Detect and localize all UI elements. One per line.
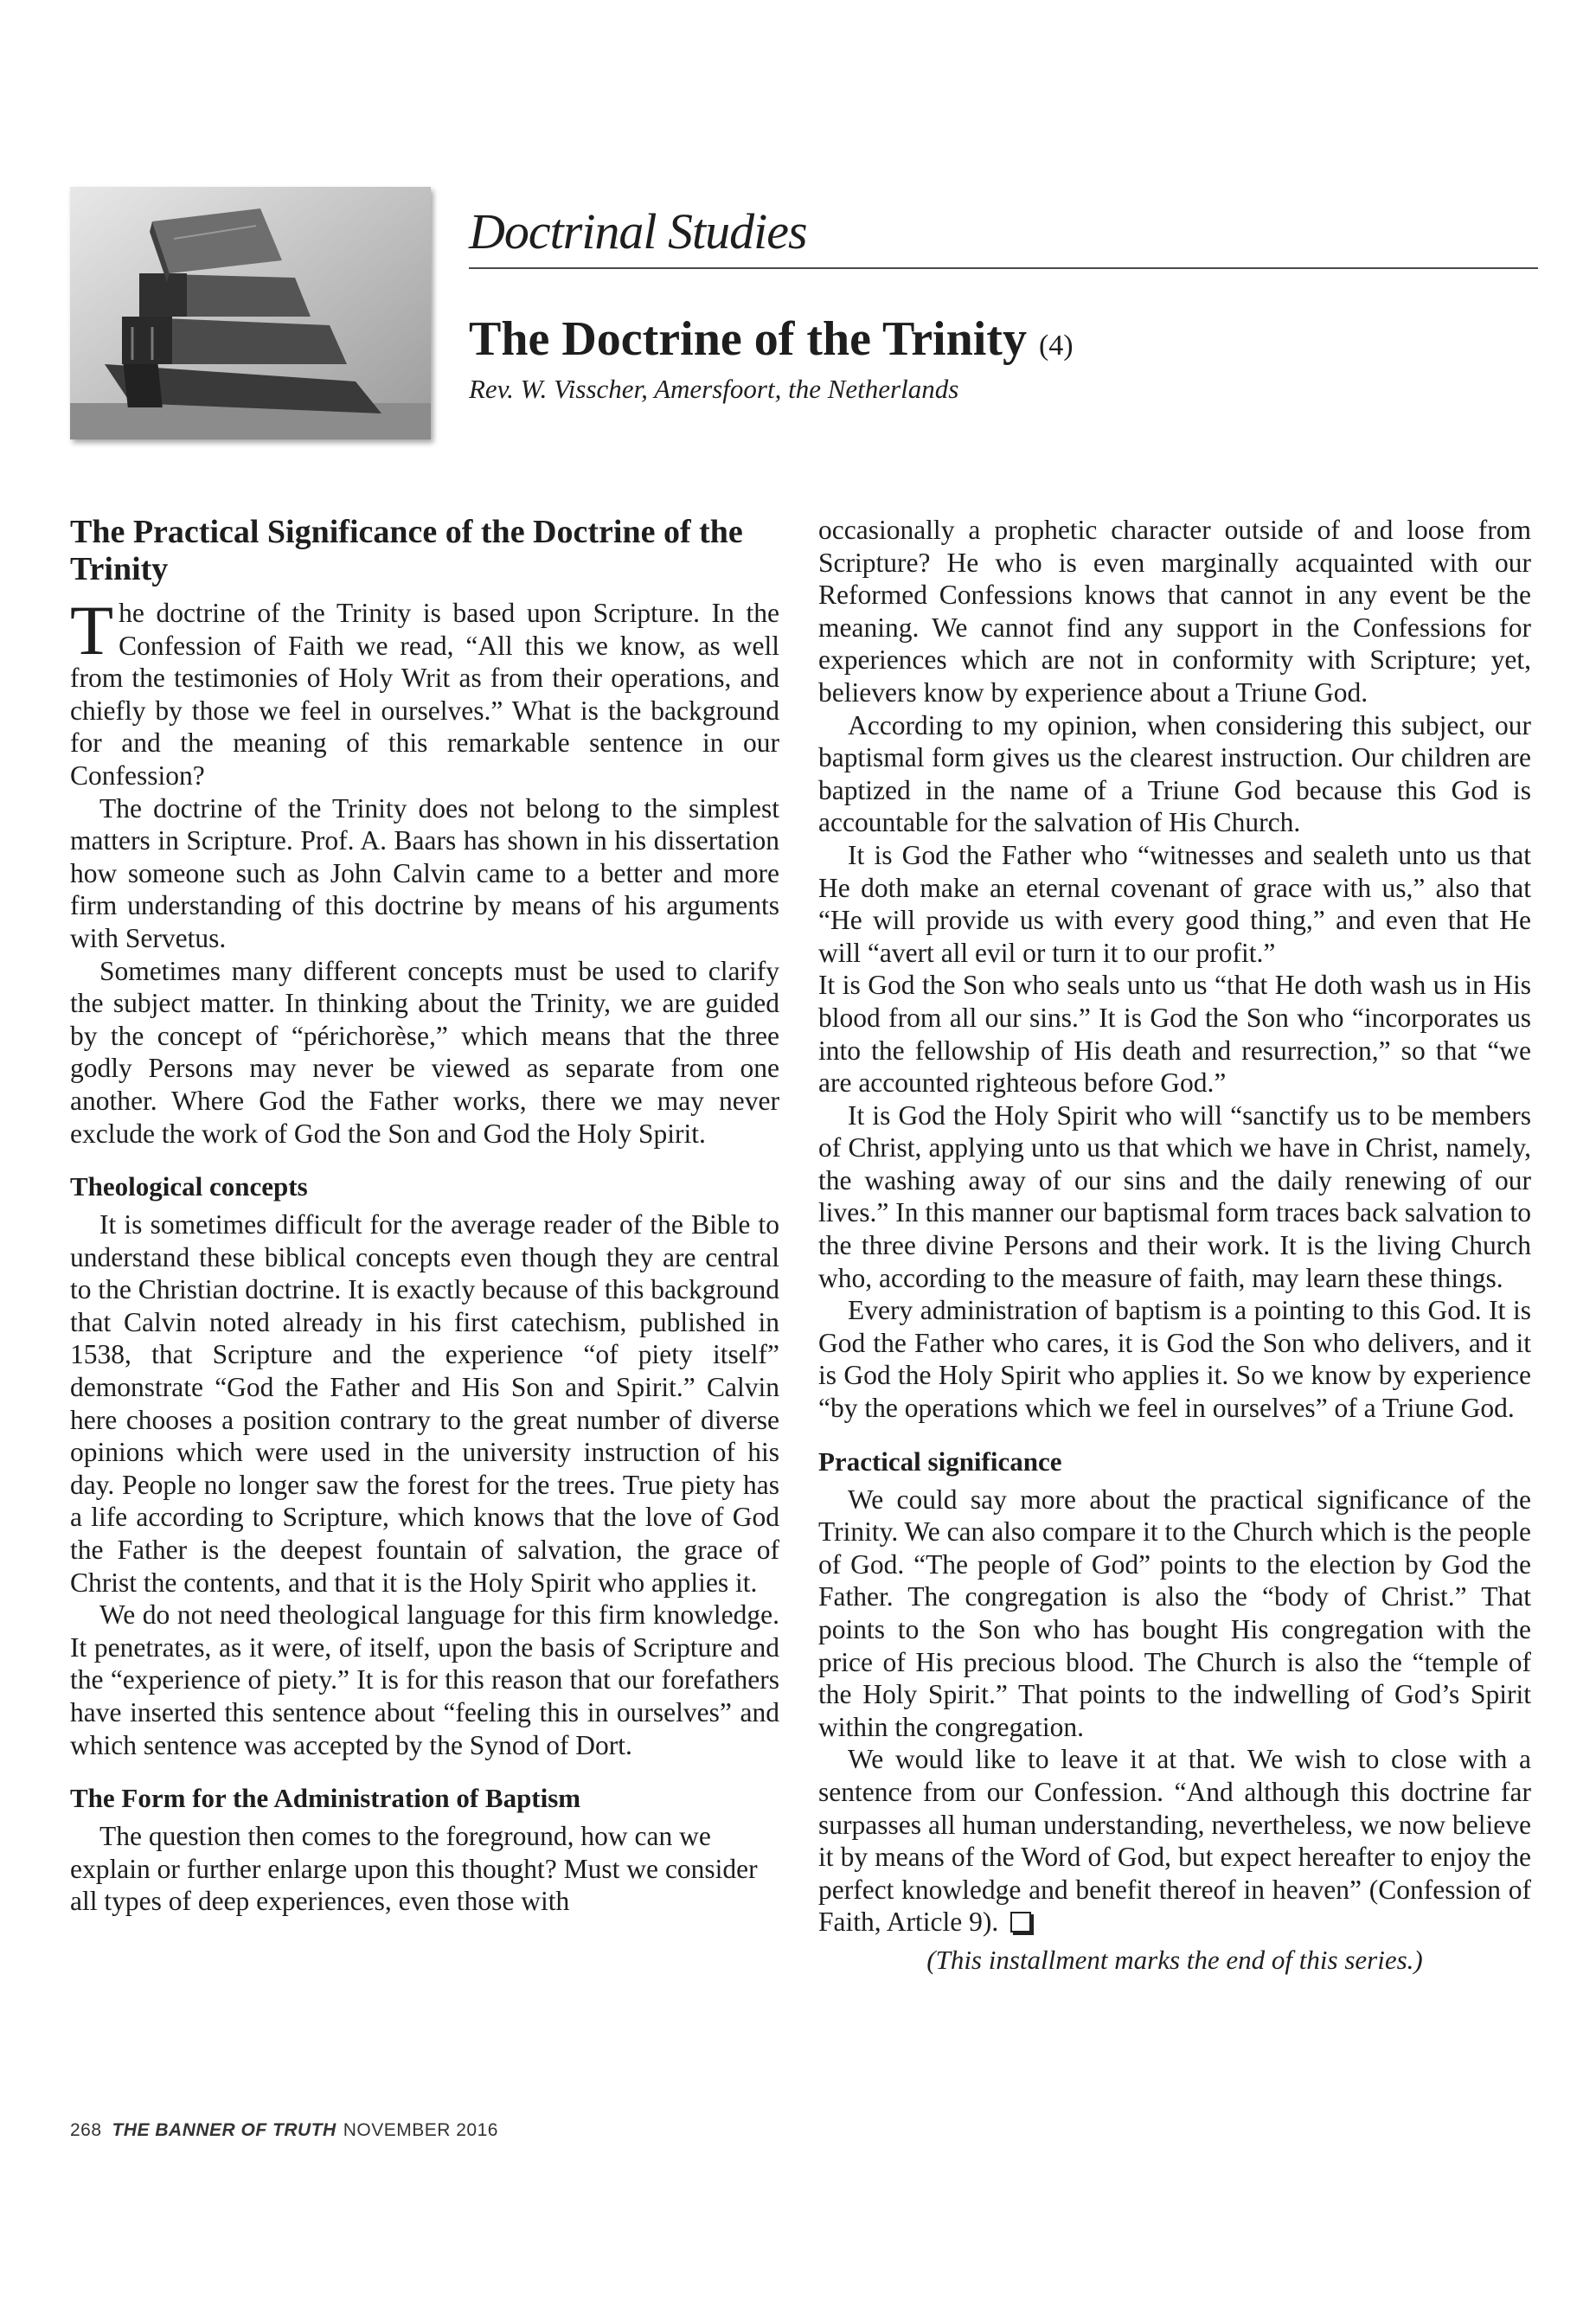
paragraph: The question then comes to the foreground, how can we explain or further enlarge upon this thought? Must we consider all types of deep experiences, even those with — [70, 1821, 758, 1917]
paragraph: occasionally a prophetic character outside of and loose from Scripture? He who is even marginally acquainted with our Reformed Confessions knows that cannot in any event be the meaning. We cannot find any support in the Confessions for experiences which are not in conformity with Scripture; yet, believers know by experience about a Triune God. — [818, 515, 1531, 708]
stack-of-old-books-photo — [70, 187, 431, 439]
paragraph: We could say more about the practical significance of the Trinity. We can also compare it to the Church which is the people of God. “The people of God” points to the election by God the Father. The congregation is also the “body of Christ.” That points to the Son who has bought His congregation with the price of His precious blood. The Church is also the “temple of the Holy Spirit.” That points to the indwelling of God’s Spirit within the congregation. — [818, 1484, 1531, 1742]
drop-cap: T — [70, 591, 114, 670]
paragraph: The doctrine of the Trinity does not belong to the simplest matters in Scripture. Prof. A. Baars has shown in his dissertation how someone such as John Calvin came to a better and more firm understanding of this doctrine by means of his arguments with Servetus. — [70, 792, 779, 953]
paragraph: It is God the Holy Spirit who will “sanctify us to be members of Christ, applying unto us that which we have in Christ, namely, the washing away of our sins and the daily renewing of our lives.” In this manner our baptismal form traces back salvation to the three divine Persons and their work. It is the living Church who, according to the measure of faith, may learn these things. — [818, 1099, 1531, 1293]
paragraph: It is sometimes difficult for the average reader of the Bible to understand these biblical concepts even though they are central to the Christian doctrine. It is exactly because of this background that Calvin noted already in his first catechism, published in 1538, that Scripture and the experience “of piety itself” demonstrate “God the Father and His Son and Spirit.” Calvin here chooses a position contrary to the great number of diverse opinions which were used in the university instruction of his day. People no longer saw the forest for the trees. True piety has a life according to Scripture, which knows that the love of God the Father is the deepest fountain of salvation, the grace of Christ the contents, and that it is the Holy Spirit who applies it. — [70, 1209, 779, 1598]
paragraph — [70, 591, 779, 792]
page-footer — [70, 2120, 498, 2141]
paragraph-text: We would like to leave it at that. We wish to close with a sentence from our Confession. “And although this doctrine far surpasses all human understanding, nevertheless, we now believe it by means of the Word of God, but expect hereafter to enjoy the perfect knowledge and benefit thereof in heaven” (Confession of Faith, Article 9). — [818, 1744, 1531, 1938]
article-title — [469, 311, 1074, 367]
end-mark-icon — [1010, 1912, 1031, 1932]
article-title-text: The Doctrine of the Trinity — [469, 312, 1027, 366]
right-column — [818, 514, 1531, 1977]
byline: Rev. W. Visscher, Amersfoort, the Netherlands — [469, 374, 959, 404]
section-title: Doctrinal Studies — [469, 203, 807, 260]
paragraph: It is God the Father who “witnesses and sealeth unto us that He doth make an eternal covenant of grace with us,” also that “He will provide us with every good thing,” and even that He will “avert all evil or turn it to our profit.” — [818, 839, 1531, 968]
left-column — [70, 514, 779, 1918]
article-part-number: (4) — [1038, 330, 1074, 362]
paragraph: We do not need theological language for this firm knowledge. It penetrates, as it were, of itself, upon the basis of Scripture and the “experience of piety.” It is for this reason that our forefathers have inserted this sentence about “feeling this in ourselves” and which sentence was accepted by the Synod of Dort. — [70, 1599, 779, 1760]
main-heading: The Practical Significance of the Doctrine of the Trinity — [70, 514, 743, 587]
paragraph: Sometimes many different concepts must be used to clarify the subject matter. In thinking about the Trinity, we are guided by the concept of “périchorèse,” which means that the three godly Persons may never be viewed as separate from one another. Where God the Father works, there we may never exclude the work of God the Son and God the Holy Spirit. — [70, 955, 779, 1149]
subheading: Practical significance — [818, 1445, 1062, 1477]
paragraph: Every administration of baptism is a pointing to this God. It is God the Father who cares, it is God the Son who delivers, and it is God the Holy Spirit who applies it. So we know by experience “by the operations which we feel in ourselves” of a Triune God. — [818, 1295, 1531, 1424]
paragraph: It is God the Son who seals unto us “that He doth wash us in His blood from all our sins.” It is God the Son who “incorporates us into the fellowship of His death and resurrection,” so that “we are accounted righteous before God.” — [818, 970, 1531, 1099]
series-note: (This installment marks the end of this series.) — [926, 1944, 1423, 1975]
subheading: The Form for the Administration of Baptism — [70, 1783, 581, 1814]
closing-paragraph — [818, 1743, 1531, 1939]
subheading: Theological concepts — [70, 1171, 308, 1202]
paragraph-text: he doctrine of the Trinity is based upon Scripture. In the Confession of Faith we read, “All this we know, as well from the testimonies of Holy Writ as from their operations, and chiefly by those we feel in ourselves.” What is the background for and the meaning of this remarkable sentence in our Confession? — [70, 598, 779, 791]
paragraph: According to my opinion, when considering this subject, our baptismal form gives us the clearest instruction. Our children are baptized in the name of a Triune God because this God is accountable for the salvation of His Church. — [818, 709, 1531, 838]
section-heading — [469, 202, 1538, 269]
page-number: 268 — [70, 2120, 102, 2140]
issue-date: NOVEMBER 2016 — [343, 2120, 498, 2140]
publication-name: THE BANNER OF TRUTH — [112, 2120, 337, 2140]
